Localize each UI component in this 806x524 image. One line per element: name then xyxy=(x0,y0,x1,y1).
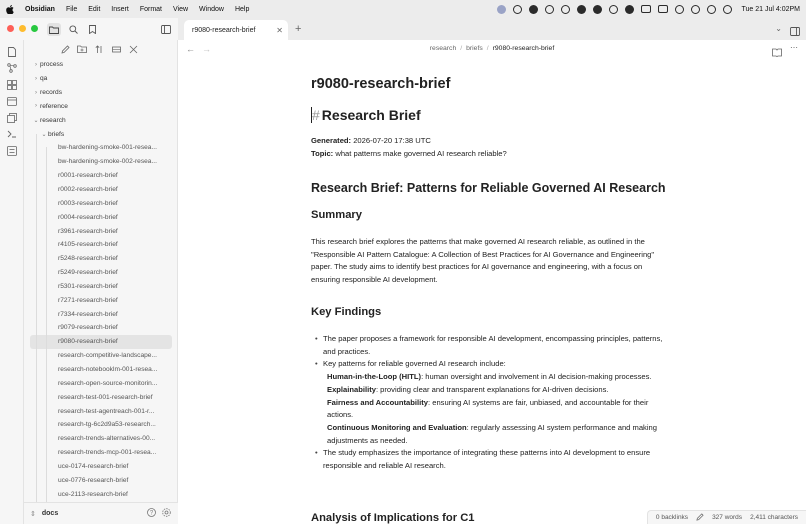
chevron-right-icon: › xyxy=(35,75,37,82)
file-label: research-competitive-landscape... xyxy=(58,352,157,360)
tab-list-chevron-icon[interactable]: ⌄ xyxy=(775,24,782,33)
file-label: research-open-source-monitorin... xyxy=(58,379,158,387)
file-label: r5301-research-brief xyxy=(58,282,118,290)
character-count: 2,411 characters xyxy=(750,514,798,521)
topic-line xyxy=(311,149,507,158)
file-item[interactable] xyxy=(24,321,178,335)
gear-icon[interactable] xyxy=(625,5,634,14)
folder-research[interactable] xyxy=(24,113,178,127)
heading-text: Research Brief xyxy=(321,107,421,123)
summary-paragraph: This research brief explores the patterns that make governed AI research reliable, as outlined in the "Responsible AI Pattern Catalogue: A Collection of Best Practices for AI Governance and Engineering" paper. The study aims to identify best practices for AI governance and engineering, with a focus on ensuring responsible AI development. xyxy=(311,237,655,284)
menu-view[interactable]: View xyxy=(172,5,189,13)
file-tree xyxy=(24,58,178,501)
folder-records[interactable] xyxy=(24,86,178,100)
generated-line xyxy=(311,136,431,145)
file-label: r5249-research-brief xyxy=(58,269,118,277)
note-title[interactable]: r9080-research-brief xyxy=(311,76,451,92)
status-bar xyxy=(647,510,806,524)
file-item[interactable] xyxy=(24,280,178,294)
calendar-icon[interactable] xyxy=(6,95,17,106)
svg-text:?: ? xyxy=(149,510,154,517)
folder-process[interactable] xyxy=(24,58,178,72)
chevron-down-icon: ⌄ xyxy=(33,117,39,124)
file-explorer-sidebar xyxy=(24,40,178,524)
status-tray xyxy=(497,0,801,18)
file-item[interactable] xyxy=(24,432,178,446)
file-label: r9079-research-brief xyxy=(58,324,118,332)
file-item[interactable] xyxy=(24,224,178,238)
sidebar-toggle-icon[interactable] xyxy=(160,23,172,35)
wifi-icon[interactable] xyxy=(691,5,700,14)
file-label: research-notebooklm-001-resea... xyxy=(58,365,158,373)
pattern-label: Fairness and Accountability xyxy=(327,397,428,407)
file-item[interactable] xyxy=(24,446,178,460)
vault-name[interactable] xyxy=(30,510,58,518)
file-label: r7271-research-brief xyxy=(58,296,118,304)
canvas-icon[interactable] xyxy=(6,79,17,90)
heading-main: Research Brief: Patterns for Reliable Governed AI Research xyxy=(311,181,666,195)
tab-active-note[interactable] xyxy=(184,20,288,40)
file-item[interactable] xyxy=(24,183,178,197)
folder-label: qa xyxy=(40,75,48,83)
heading-marker: # xyxy=(312,107,320,123)
folder-label: reference xyxy=(40,102,68,110)
close-icon[interactable]: ✕ xyxy=(276,25,283,35)
breadcrumb-research[interactable]: research xyxy=(429,45,457,52)
window-zoom-button[interactable] xyxy=(31,25,38,32)
pattern-text: : ensuring AI systems are fair, unbiased, and accountable for their actions. xyxy=(327,397,649,420)
info-icon[interactable] xyxy=(593,5,602,14)
new-tab-icon[interactable]: + xyxy=(295,23,302,35)
chevron-right-icon: › xyxy=(35,89,37,96)
window-close-button[interactable] xyxy=(7,25,14,32)
list-item: • The study emphasizes the importance of integrating these patterns into AI development to ensure responsible and reliable AI research. xyxy=(311,447,671,472)
new-folder-icon[interactable] xyxy=(77,44,87,54)
file-item[interactable] xyxy=(24,169,178,183)
command-palette-icon[interactable] xyxy=(6,145,17,156)
view-actions xyxy=(772,44,798,62)
heading-analysis: Analysis of Implications for C1 xyxy=(311,512,475,524)
generated-value: 2026-07-20 17:38 UTC xyxy=(351,136,431,145)
list-item xyxy=(311,422,671,447)
creative-cloud-icon[interactable] xyxy=(577,5,586,14)
file-item[interactable] xyxy=(24,390,178,404)
tab-bar xyxy=(178,18,806,40)
collapse-all-icon[interactable] xyxy=(128,44,138,54)
menu-edit[interactable]: Edit xyxy=(88,5,101,13)
templates-icon[interactable] xyxy=(6,112,17,123)
file-explorer-toolbar xyxy=(60,44,138,54)
editor-pane xyxy=(178,40,806,524)
more-options-icon[interactable]: ⋯ xyxy=(790,43,798,52)
terminal-icon[interactable] xyxy=(6,128,17,139)
heading-key-findings: Key Findings xyxy=(311,306,382,318)
file-item[interactable] xyxy=(24,155,178,169)
indent-guide xyxy=(46,147,47,520)
chevron-updown-icon: ⇕ xyxy=(30,510,36,518)
menu-help[interactable]: Help xyxy=(234,5,250,13)
menu-app-name[interactable]: Obsidian xyxy=(25,5,55,13)
input-source-icon[interactable] xyxy=(641,5,651,13)
file-item[interactable] xyxy=(24,266,178,280)
battery-icon[interactable] xyxy=(658,5,668,13)
search-icon[interactable] xyxy=(67,23,79,35)
sync-icon[interactable] xyxy=(545,5,554,14)
forward-arrow-icon[interactable]: → xyxy=(202,44,211,54)
file-label: r5248-research-brief xyxy=(58,255,118,263)
spotlight-search-icon[interactable] xyxy=(707,5,716,14)
pattern-label: Continuous Monitoring and Evaluation xyxy=(327,422,467,432)
chevron-down-icon: ⌄ xyxy=(41,131,47,138)
file-label: r7334-research-brief xyxy=(58,310,118,318)
file-item[interactable] xyxy=(24,487,178,501)
folder-reference[interactable] xyxy=(24,100,178,114)
vault-switcher[interactable] xyxy=(24,502,178,524)
findings-list xyxy=(311,333,671,473)
file-item[interactable] xyxy=(24,363,178,377)
topic-value: what patterns make governed AI research reliable? xyxy=(333,149,507,158)
file-item[interactable] xyxy=(24,210,178,224)
file-label: uce-2113-research-brief xyxy=(58,490,128,498)
file-label: bw-hardening-smoke-001-resea... xyxy=(58,144,157,152)
heading-research-brief[interactable] xyxy=(311,107,421,123)
file-label: r0003-research-brief xyxy=(58,199,118,207)
file-label: uce-0776-research-brief xyxy=(58,476,129,484)
back-arrow-icon[interactable]: ← xyxy=(186,44,195,54)
folder-label: records xyxy=(40,89,62,97)
heading-summary: Summary xyxy=(311,209,362,221)
file-item[interactable] xyxy=(24,418,178,432)
pause-icon[interactable] xyxy=(609,5,618,14)
file-label: research-tg-6c2d9a53-research... xyxy=(58,421,156,429)
sort-icon[interactable] xyxy=(94,44,104,54)
file-label: research-trends-alternatives-00... xyxy=(58,435,156,443)
list-item xyxy=(311,371,671,384)
right-sidebar-toggle-icon[interactable] xyxy=(790,23,800,41)
file-label: r3961-research-brief xyxy=(58,227,118,235)
menubar-clock[interactable]: Tue 21 Jul 4:02PM xyxy=(741,5,800,13)
tab-title: r9080-research-brief xyxy=(192,26,256,34)
folder-label: briefs xyxy=(48,130,65,138)
breadcrumb-briefs[interactable]: briefs xyxy=(466,45,483,52)
file-label: uce-0174-research-brief xyxy=(58,462,129,470)
open-note-icon[interactable] xyxy=(6,46,17,57)
settings-gear-icon[interactable] xyxy=(162,508,171,519)
file-item[interactable] xyxy=(24,196,178,210)
list-item: • The paper proposes a framework for responsible AI development, encompassing principles, patterns, and practices. xyxy=(311,333,671,358)
chevron-right-icon: › xyxy=(35,61,37,68)
file-explorer-icon[interactable] xyxy=(47,23,61,36)
folder-qa[interactable] xyxy=(24,72,178,86)
file-item[interactable] xyxy=(24,376,178,390)
reading-view-icon[interactable] xyxy=(772,44,782,62)
file-label: r0002-research-brief xyxy=(58,186,118,194)
edit-pencil-icon[interactable] xyxy=(696,513,704,523)
vault-name-label: docs xyxy=(41,510,59,517)
pattern-text: : regularly assessing AI system performance and making adjustments as needed. xyxy=(327,422,657,445)
list-item: • Key patterns for reliable governed AI research include: xyxy=(311,358,671,371)
file-item[interactable] xyxy=(24,349,178,363)
word-count: 327 words xyxy=(712,514,743,521)
left-ribbon xyxy=(0,40,24,524)
file-label: bw-hardening-smoke-002-resea... xyxy=(58,158,157,166)
file-item[interactable] xyxy=(24,459,178,473)
control-center-icon[interactable] xyxy=(723,5,732,14)
pattern-label: Human-in-the-Loop (HITL) xyxy=(327,372,422,382)
cloud-icon[interactable] xyxy=(529,5,538,14)
folder-briefs[interactable] xyxy=(24,127,178,141)
topic-label: Topic: xyxy=(311,149,334,158)
backlinks-count[interactable]: 0 backlinks xyxy=(655,514,689,521)
indent-guide xyxy=(36,134,37,520)
file-label: r4105-research-brief xyxy=(58,241,118,249)
file-item[interactable] xyxy=(24,404,178,418)
list-item xyxy=(311,397,671,422)
menu-format[interactable]: Format xyxy=(139,5,162,13)
menu-window[interactable]: Window xyxy=(199,5,224,13)
accessibility-icon[interactable] xyxy=(497,5,506,14)
list-item xyxy=(311,384,671,397)
window-minimize-button[interactable] xyxy=(19,25,26,32)
auto-reveal-icon[interactable] xyxy=(111,44,121,54)
apple-icon[interactable] xyxy=(6,5,16,14)
graph-view-icon[interactable] xyxy=(6,62,17,73)
file-label: r0004-research-brief xyxy=(58,213,118,221)
recording-icon[interactable] xyxy=(513,5,522,14)
new-note-icon[interactable] xyxy=(60,44,70,54)
file-label: research-trends-mcp-001-resea... xyxy=(58,449,157,457)
folder-label: process xyxy=(40,61,64,69)
help-icon[interactable] xyxy=(147,508,156,519)
menu-file[interactable]: File xyxy=(65,5,78,13)
file-item[interactable] xyxy=(24,307,178,321)
pattern-text: : providing clear and transparent explanations for AI-driven decisions. xyxy=(375,384,609,394)
folder-label: research xyxy=(40,116,66,124)
file-label: research-test-agentreach-001-r... xyxy=(58,407,155,415)
file-item[interactable] xyxy=(24,293,178,307)
macos-menubar xyxy=(0,0,806,18)
pattern-label: Explainability xyxy=(327,384,376,394)
bookmark-icon[interactable] xyxy=(86,23,98,35)
generated-label: Generated: xyxy=(311,136,352,145)
file-item[interactable] xyxy=(24,238,178,252)
file-item[interactable] xyxy=(24,473,178,487)
breadcrumb-current[interactable]: r9080-research-brief xyxy=(492,45,555,52)
file-item[interactable] xyxy=(30,335,172,349)
file-label: research-test-001-research-brief xyxy=(58,393,153,401)
stats-icon[interactable] xyxy=(561,5,570,14)
menu-insert[interactable]: Insert xyxy=(111,5,129,13)
file-item[interactable] xyxy=(24,141,178,155)
file-label: r9080-research-brief xyxy=(58,338,118,346)
user-icon[interactable] xyxy=(675,5,684,14)
file-label: r0001-research-brief xyxy=(58,172,118,180)
pattern-text: : human oversight and involvement in AI decision-making processes. xyxy=(421,372,652,382)
file-item[interactable] xyxy=(24,252,178,266)
breadcrumb: research / briefs / r9080-research-brief xyxy=(429,45,555,52)
chevron-right-icon: › xyxy=(35,103,37,110)
